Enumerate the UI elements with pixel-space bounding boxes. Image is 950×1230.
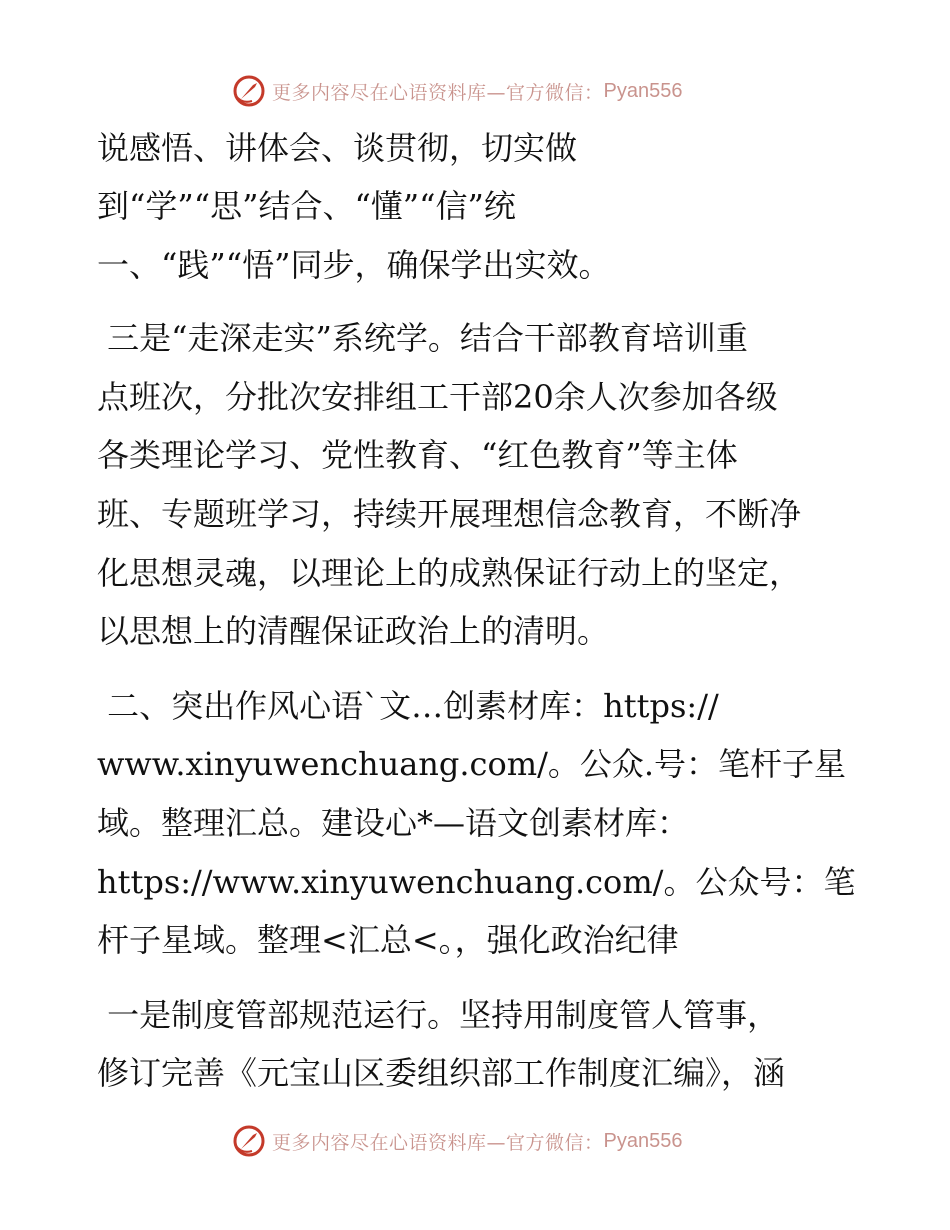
text-line: 以思想上的清醒保证政治上的清明。 (97, 612, 610, 650)
quill-logo-icon (232, 1124, 266, 1158)
text-line: 修订完善《元宝山区委组织部工作制度汇编》，涵 (97, 1054, 786, 1092)
text-line: 一是制度管部规范运行。坚持用制度管人管事， (97, 996, 780, 1034)
text-line: 二、突出作风心语`文…创素材库：https:// (97, 687, 719, 725)
text-line: 各类理论学习、党性教育、“红色教育”等主体 (97, 436, 738, 474)
text-line: 域。整理汇总。建设心*—语文创素材库： (97, 804, 690, 842)
banner-wechat-id: Pyan556 (603, 1129, 683, 1152)
banner-wechat-id: Pyan556 (603, 79, 683, 102)
text-line: www.xinyuwenchuang.com/。公众.号：笔杆子星 (97, 745, 847, 783)
text-line: 班、专题班学习，持续开展理想信念教育，不断净 (97, 495, 802, 533)
text-line: https://www.xinyuwenchuang.com/。公众号：笔 (97, 863, 856, 901)
text-line: 点班次，分批次安排组工干部20余人次参加各级 (97, 378, 778, 416)
text-line: 杆子星域。整理<汇总<。，强化政治纪律 (97, 921, 679, 959)
banner-text: 更多内容尽在心语资料库—官方微信： (272, 1131, 604, 1154)
text-line: 说感悟、讲体会、谈贯彻，切实做 (97, 129, 578, 167)
text-line: 三是“走深走实”系统学。结合干部教育培训重 (97, 319, 748, 357)
text-line: 化思想灵魂，以理论上的成熟保证行动上的坚定， (97, 554, 802, 592)
text-line: 一、“践”“悟”同步，确保学出实效。 (97, 246, 611, 284)
text-line: 到“学”“思”结合、“懂”“信”统 (97, 187, 516, 225)
banner-text: 更多内容尽在心语资料库—官方微信： (272, 81, 604, 104)
footer-banner (0, 1120, 950, 1160)
header-banner (0, 70, 950, 110)
quill-logo-icon (232, 74, 266, 108)
